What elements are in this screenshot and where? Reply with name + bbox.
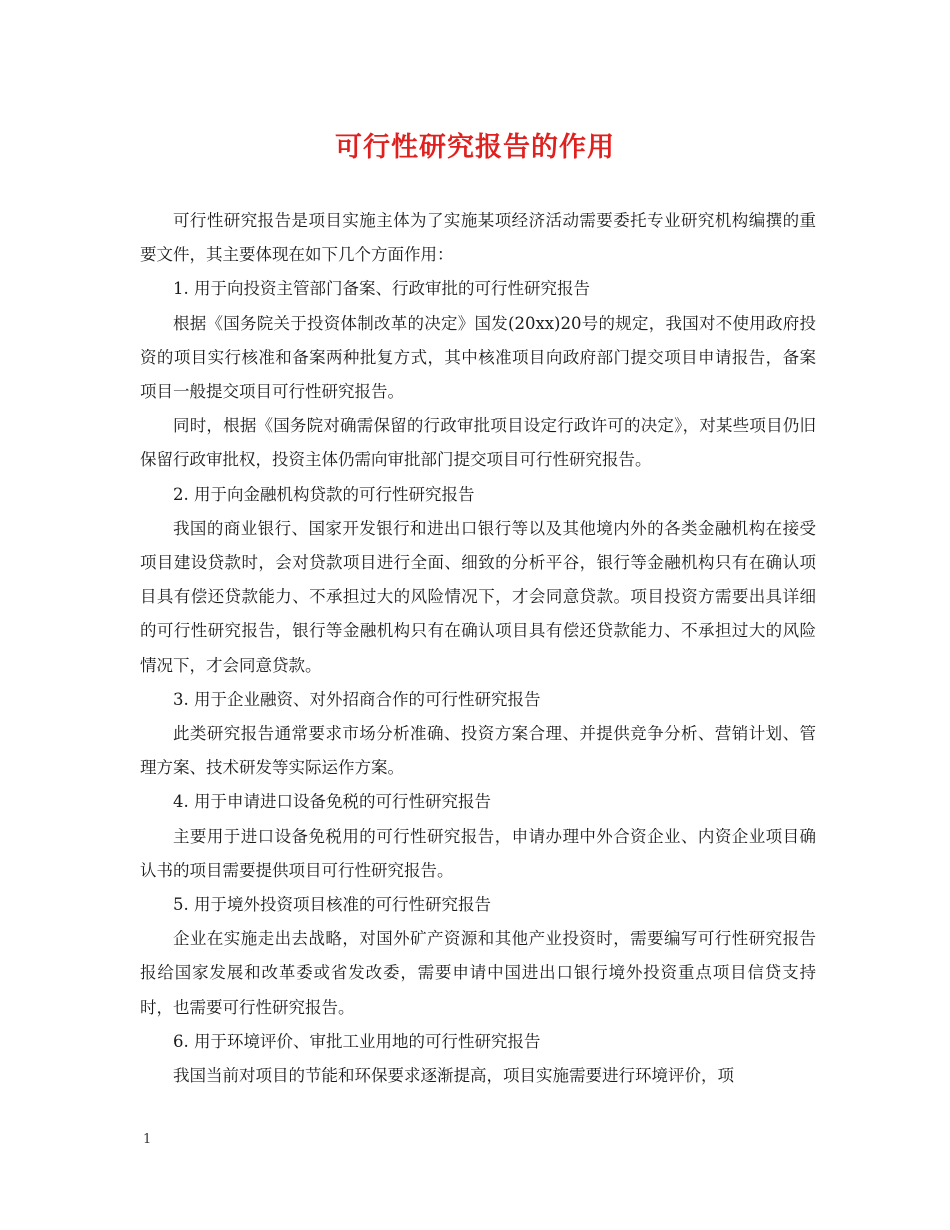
intro-paragraph: 可行性研究报告是项目实施主体为了实施某项经济活动需要委托专业研究机构编撰的重要文件，其主要体现在如下几个方面作用： bbox=[140, 211, 816, 265]
document-title: 可行性研究报告的作用 bbox=[335, 132, 615, 163]
section-1-paragraph-1: 根据《国务院关于投资体制改革的决定》国发(20xx)20号的规定，我国对不使用政府投资的项目实行核准和备案两种批复方式，其中核准项目向政府部门提交项目申请报告，备案项目一般提交项目可行性研究报告。 bbox=[140, 313, 816, 402]
section-1-paragraph-2: 同时，根据《国务院对确需保留的行政审批项目设定行政许可的决定》，对某些项目仍旧保留行政审批权，投资主体仍需向审批部门提交项目可行性研究报告。 bbox=[140, 416, 816, 470]
section-3-paragraph: 此类研究报告通常要求市场分析准确、投资方案合理、并提供竞争分析、营销计划、管理方案、技术研发等实际运作方案。 bbox=[140, 724, 816, 778]
section-2-paragraph: 我国的商业银行、国家开发银行和进出口银行等以及其他境内外的各类金融机构在接受项目建设贷款时，会对贷款项目进行全面、细致的分析平谷，银行等金融机构只有在确认项目具有偿还贷款能力、不承担过大的风险情况下，才会同意贷款。项目投资方需要出具详细的可行性研究报告，银行等金融机构只有在确认项目具有偿还贷款能力、不承担过大的风险情况下，才会同意贷款。 bbox=[140, 518, 816, 675]
section-4-paragraph: 主要用于进口设备免税用的可行性研究报告，申请办理中外合资企业、内资企业项目确认书的项目需要提供项目可行性研究报告。 bbox=[140, 826, 816, 880]
document-body bbox=[140, 204, 816, 1093]
section-heading-2: 2. 用于向金融机构贷款的可行性研究报告 bbox=[173, 484, 475, 504]
section-heading-4: 4. 用于申请进口设备免税的可行性研究报告 bbox=[173, 792, 491, 812]
section-6-paragraph: 我国当前对项目的节能和环保要求逐渐提高，项目实施需要进行环境评价，项 bbox=[173, 1066, 734, 1086]
section-heading-5: 5. 用于境外投资项目核准的可行性研究报告 bbox=[173, 895, 491, 915]
section-heading-6: 6. 用于环境评价、审批工业用地的可行性研究报告 bbox=[173, 1031, 541, 1051]
section-heading-3: 3. 用于企业融资、对外招商合作的可行性研究报告 bbox=[173, 689, 541, 709]
section-heading-1: 1. 用于向投资主管部门备案、行政审批的可行性研究报告 bbox=[173, 279, 590, 299]
page-number: 1 bbox=[143, 1132, 152, 1147]
section-5-paragraph: 企业在实施走出去战略，对国外矿产资源和其他产业投资时，需要编写可行性研究报告报给国家发展和改革委或省发改委，需要申请中国进出口银行境外投资重点项目信贷支持时，也需要可行性研究报告。 bbox=[140, 929, 816, 1017]
